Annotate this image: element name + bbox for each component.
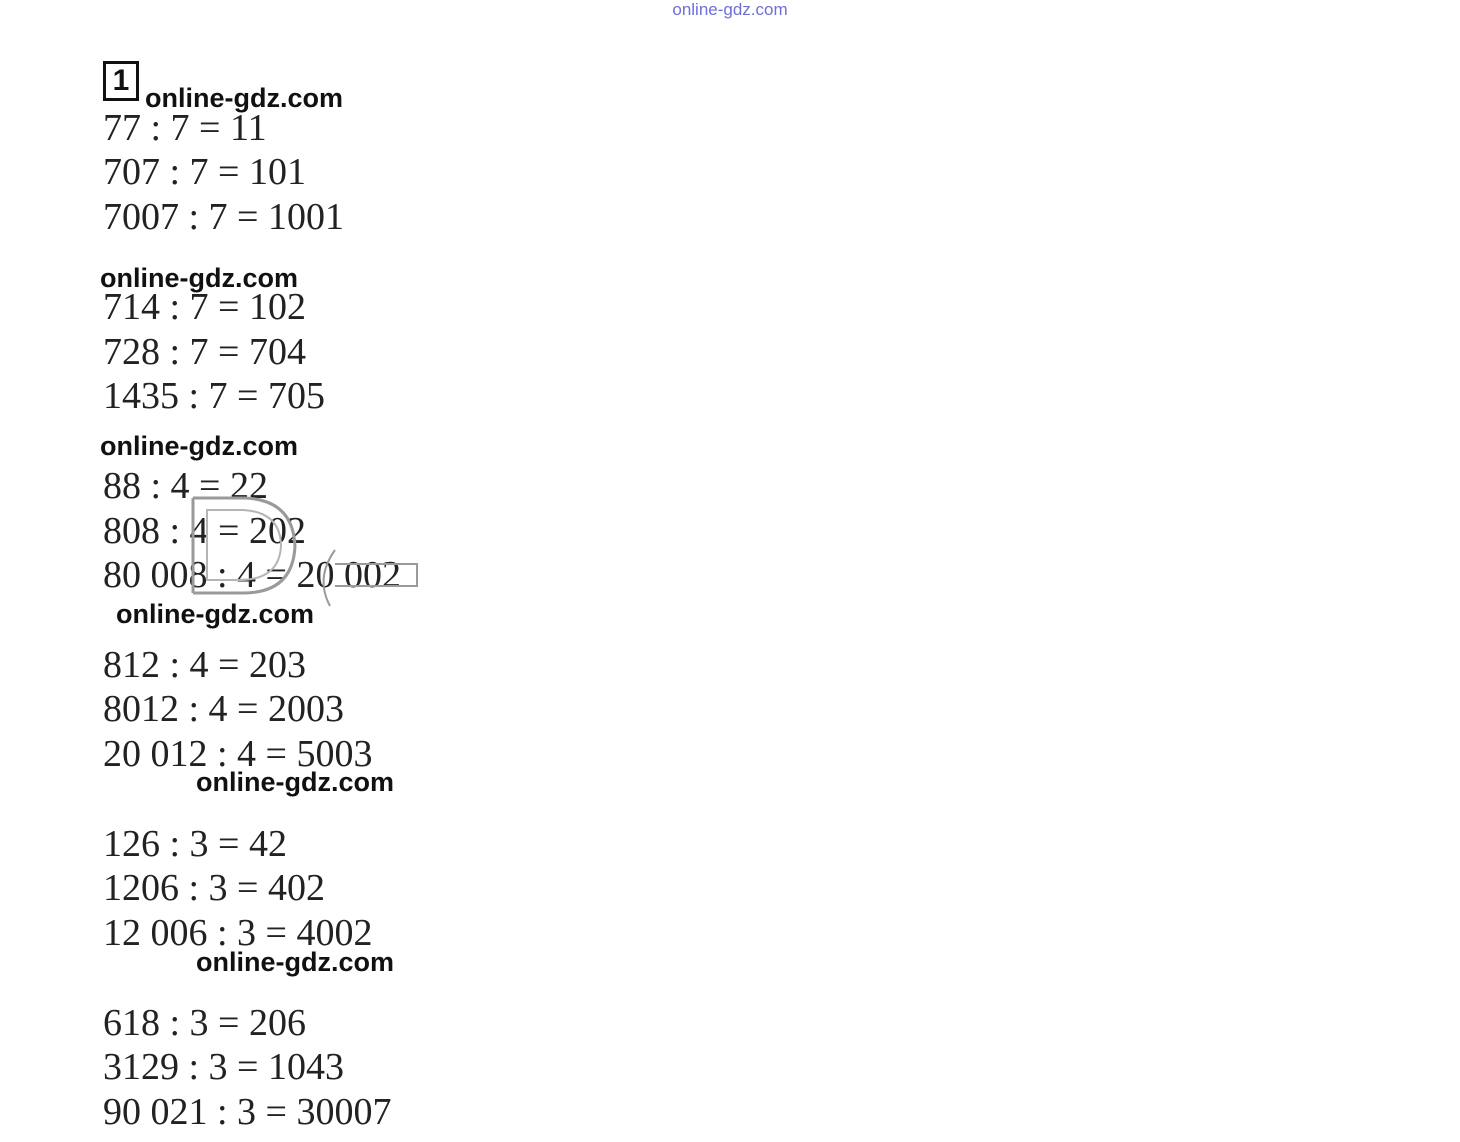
equation-16: 618 : 3 = 206: [103, 1002, 306, 1044]
publisher-logo-watermark-icon: [185, 488, 425, 608]
equation-18: 90 021 : 3 = 30007: [103, 1091, 392, 1133]
watermark-1: online-gdz.com: [145, 83, 343, 113]
task-number-badge: 1: [103, 61, 139, 101]
equation-6: 1435 : 7 = 705: [103, 375, 325, 417]
equation-8: 808 : 4 = 202: [103, 510, 306, 552]
watermark-2: online-gdz.com: [100, 263, 298, 293]
watermark-3: online-gdz.com: [100, 431, 298, 461]
equation-2: 707 : 7 = 101: [103, 151, 306, 193]
equation-13: 126 : 3 = 42: [103, 823, 287, 865]
equation-15: 12 006 : 3 = 4002: [103, 912, 373, 954]
equation-1: 77 : 7 = 11: [103, 107, 267, 149]
top-site-watermark: online-gdz.com: [672, 0, 788, 19]
equation-7: 88 : 4 = 22: [103, 465, 268, 507]
equation-10: 812 : 4 = 203: [103, 644, 306, 686]
equation-17: 3129 : 3 = 1043: [103, 1046, 344, 1088]
equation-3: 7007 : 7 = 1001: [103, 196, 344, 238]
equation-5: 728 : 7 = 704: [103, 331, 306, 373]
watermark-6: online-gdz.com: [196, 947, 394, 977]
equation-4: 714 : 7 = 102: [103, 286, 306, 328]
watermark-5: online-gdz.com: [196, 767, 394, 797]
equation-11: 8012 : 4 = 2003: [103, 688, 344, 730]
equation-12: 20 012 : 4 = 5003: [103, 733, 373, 775]
watermark-4: online-gdz.com: [116, 599, 314, 629]
equation-9: 80 008 : 4 = 20 002: [103, 554, 401, 596]
equation-14: 1206 : 3 = 402: [103, 867, 325, 909]
